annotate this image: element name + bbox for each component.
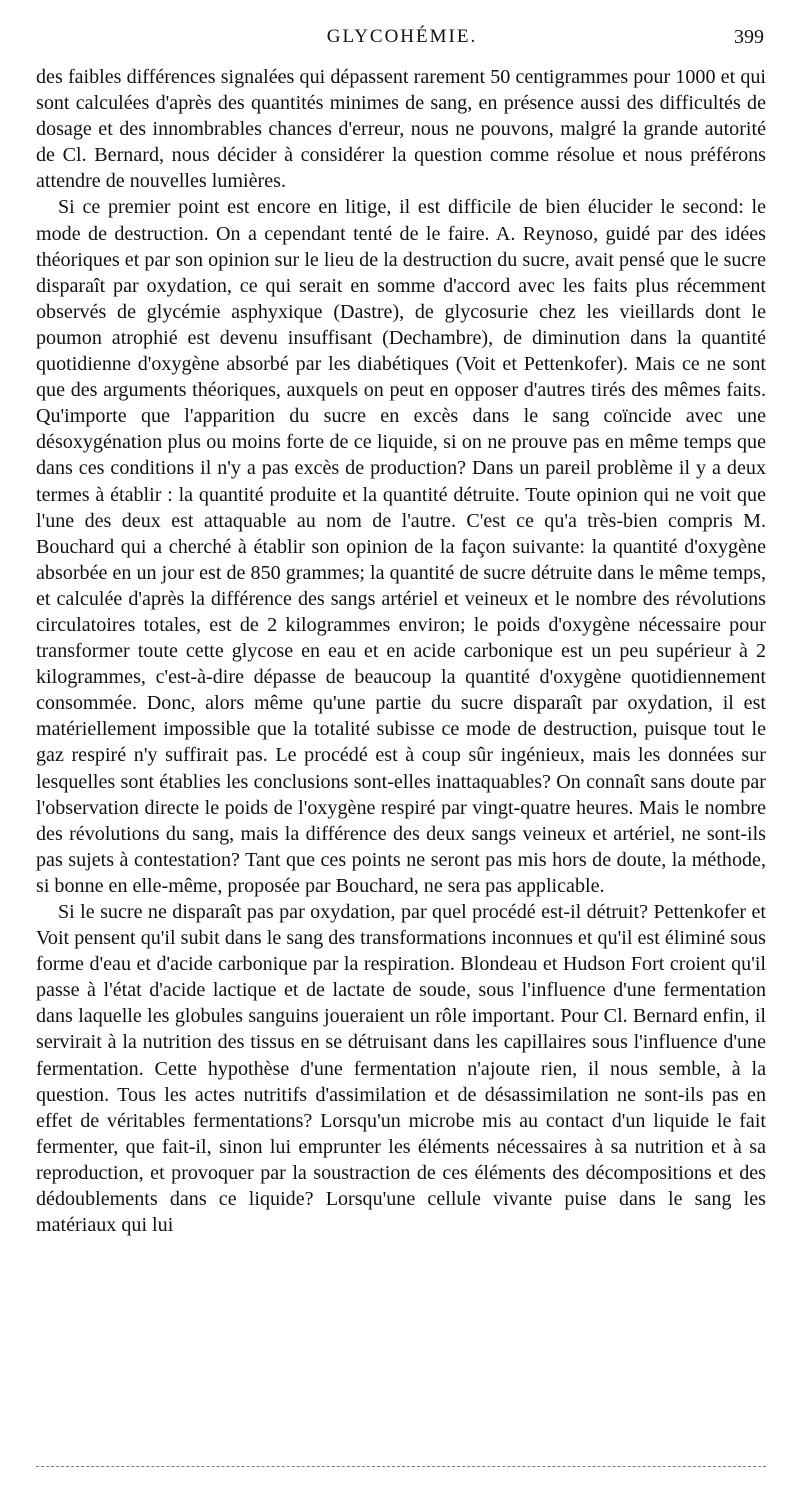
paragraph-fermentation: Si le sucre ne disparaît pas par oxydation, par quel procédé est-il détruit? Pettenkofer et Voit pensent qu'il subit dans le sang des transformations inconnues et qu'il est éliminé sous forme d'eau et d'acide carbonique par la respiration. Blondeau et Hudson Fort croient qu'il passe à l'état d'acide lactique et de lactate de soude, sous l'influence d'une fermentation dans laquelle les globules sanguins joueraient un rôle important. Pour Cl. Bernard enfin, il servirait à la nutrition des tissus en se détruisant dans les capillaires sous l'influence d'une fermentation. Cette hypothèse d'une fermentation n'ajoute rien, il nous semble, à la question. Tous les actes nutritifs d'assimilation et de désassimilation ne sont-ils pas en effet de véritables fermentations? Lorsqu'un microbe mis au contact d'un liquide le fait fermenter, que fait-il, sinon lui emprunter les éléments nécessaires à sa nutrition et à sa reproduction, et provoquer par la soustraction de ces éléments des décompositions et des dédoublements dans ce liquide? Lorsqu'une cellule vivante puise dans le sang les matériaux qui lui	[36, 901, 766, 1237]
page-header-title: GLYCOHÉMIE.	[326, 26, 478, 47]
body-text	[36, 64, 766, 1238]
paragraph-destruction-mode: Si ce premier point est encore en litige, il est difficile de bien élucider le second: le mode de destruction. On a cependant tenté de le faire. A. Reynoso, guidé par des idées théoriques et par son opinion sur le lieu de la destruction du sucre, avait pensé que le sucre disparaît par oxydation, ce qui serait en somme d'accord avec les faits plus récemment observés de glycémie asphyxique (Dastre), de glycosurie chez les vieillards dont le poumon atrophié est devenu insuffisant (Dechambre), de diminution dans la quantité quotidienne d'oxygène absorbé par les diabétiques (Voit et Pettenkofer). Mais ce ne sont que des arguments théoriques, auxquels on peut en opposer d'autres tirés des mêmes faits. Qu'importe que l'apparition du sucre en excès dans le sang coïncide avec une désoxygénation plus ou moins forte de ce liquide, si on ne prouve pas en même temps que dans ces conditions il n'y a pas excès de production? Dans un pareil problème il y a deux termes à établir : la quantité produite et la quantité détruite. Toute opinion qui ne voit que l'une des deux est attaquable au nom de l'autre. C'est ce qu'a très-bien compris M. Bouchard qui a cherché à établir son opinion de la façon suivante: la quantité d'oxygène absorbée en un jour est de 850 grammes; la quantité de sucre détruite dans le même temps, et calculée d'après la différence des sangs artériel et veineux et le nombre des révolutions circulatoires totales, est de 2 kilogrammes environ; le poids d'oxygène nécessaire pour transformer toute cette glycose en eau et en acide carbonique est un peu supérieur à 2 kilogrammes, c'est-à-dire dépasse de beaucoup la quantité d'oxygène quotidiennement consommée. Donc, alors même qu'une partie du sucre disparaît par oxydation, il est matériellement impossible que la totalité subisse ce mode de destruction, puisque tout le gaz respiré n'y suffirait pas. Le procédé est à coup sûr ingénieux, mais les données sur lesquelles sont établies les conclusions sont-elles inattaquables? On connaît sans doute par l'observation directe le poids de l'oxygène respiré par vingt-quatre heures. Mais le nombre des révolutions du sang, mais la différence des deux sangs veineux et artériel, ne sont-ils pas sujets à contestation? Tant que ces points ne seront pas mis hors de doute, la méthode, si bonne en elle-même, proposée par Bouchard, ne sera pas applicable.	[36, 196, 766, 897]
page-number: 399	[734, 26, 764, 48]
footer-rule	[36, 1466, 766, 1467]
running-head	[40, 26, 764, 56]
paragraph-continuation: des faibles différences signalées qui dépassent rarement 50 centigrammes pour 1000 et qui sont calculées d'après des quantités minimes de sang, en présence aussi des difficultés de dosage et des innombrables chances d'erreur, nous ne pouvons, malgré la grande autorité de Cl. Bernard, nous décider à considérer la question comme résolue et nous préférons attendre de nouvelles lumières.	[36, 66, 766, 193]
